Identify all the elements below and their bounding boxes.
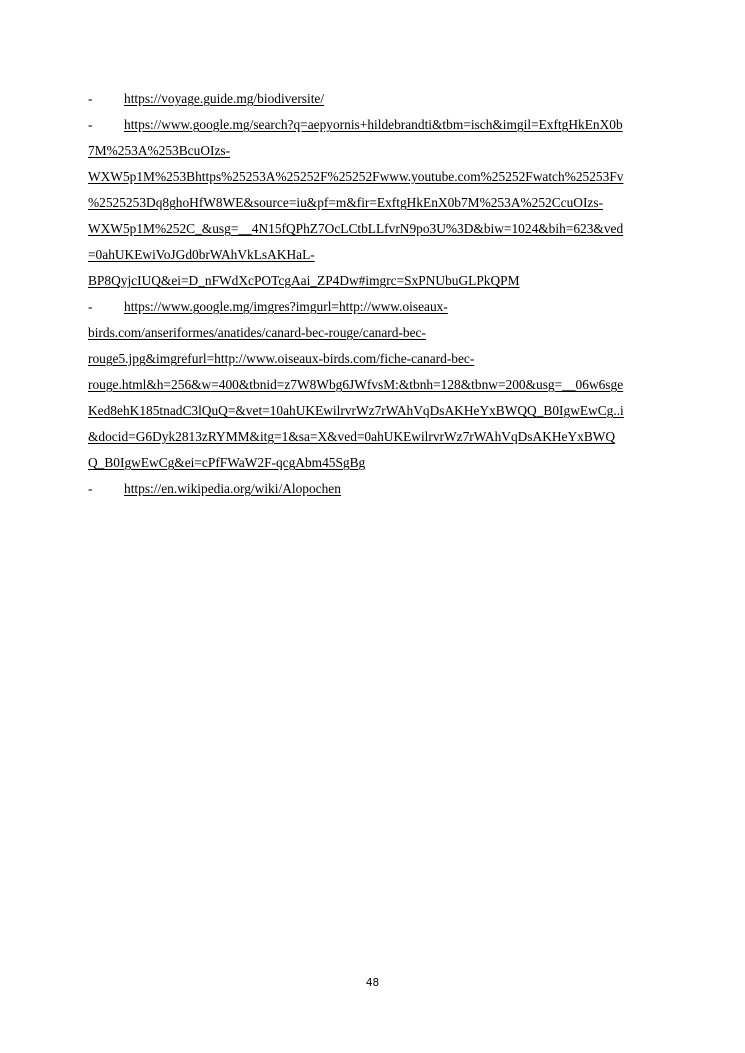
reference-link[interactable]: https://voyage.guide.mg/biodiversite/ [124, 91, 325, 106]
reference-line [88, 320, 694, 346]
reference-list [88, 86, 694, 502]
reference-link-continuation[interactable]: WXW5p1M%252C_&usg=__4N15fQPhZ7OcLCtbLLfvrN9po3U%3D&biw=1024&bih=623&ved [88, 221, 624, 236]
reference-item-2 [88, 112, 694, 294]
reference-link-continuation[interactable]: Ked8ehK185tnadC3lQuQ=&vet=10ahUKEwilrvrWz7rWAhVqDsAKHeYxBWQQ_B0IgwEwCg..i [88, 403, 624, 418]
reference-line [88, 294, 694, 320]
reference-line [88, 450, 694, 476]
reference-link[interactable]: https://www.google.mg/imgres?imgurl=http://www.oiseaux- [124, 299, 448, 314]
reference-link-continuation[interactable]: rouge.html&h=256&w=400&tbnid=z7W8Wbg6JWfvsM:&tbnh=128&tbnw=200&usg=__06w6sge [88, 377, 624, 392]
list-bullet: - [88, 91, 93, 106]
reference-link-continuation[interactable]: birds.com/anseriformes/anatides/canard-bec-rouge/canard-bec- [88, 325, 426, 340]
reference-link-continuation[interactable]: rouge5.jpg&imgrefurl=http://www.oiseaux-birds.com/fiche-canard-bec- [88, 351, 475, 366]
page-number: 48 [365, 977, 380, 989]
list-bullet: - [88, 481, 93, 496]
reference-item-4 [88, 476, 694, 502]
reference-line [88, 398, 694, 424]
reference-line [88, 346, 694, 372]
reference-link[interactable]: https://www.google.mg/search?q=aepyornis+hildebrandti&tbm=isch&imgil=ExftgHkEnX0b [124, 117, 623, 132]
list-bullet: - [88, 117, 93, 132]
reference-link-continuation[interactable]: BP8QyjcIUQ&ei=D_nFWdXcPOTcgAai_ZP4Dw#imgrc=SxPNUbuGLPkQPM [88, 273, 520, 288]
reference-line [88, 190, 694, 216]
reference-link-continuation[interactable]: 7M%253A%253BcuOIzs- [88, 143, 231, 158]
reference-line [88, 424, 694, 450]
reference-line [88, 216, 694, 242]
reference-line [88, 138, 694, 164]
reference-link-continuation[interactable]: &docid=G6Dyk2813zRYMM&itg=1&sa=X&ved=0ahUKEwilrvrWz7rWAhVqDsAKHeYxBWQ [88, 429, 616, 444]
reference-line [88, 112, 694, 138]
reference-link-continuation[interactable]: Q_B0IgwEwCg&ei=cPfFWaW2F-qcgAbm45SgBg [88, 455, 366, 470]
reference-line [88, 268, 694, 294]
reference-line [88, 476, 694, 502]
list-bullet: - [88, 299, 93, 314]
reference-link[interactable]: https://en.wikipedia.org/wiki/Alopochen [124, 481, 341, 496]
reference-line [88, 242, 694, 268]
reference-line [88, 372, 694, 398]
reference-item-3 [88, 294, 694, 476]
reference-link-continuation[interactable]: %2525253Dq8ghoHfW8WE&source=iu&pf=m&fir=ExftgHkEnX0b7M%253A%252CcuOIzs- [88, 195, 604, 210]
reference-item-1 [88, 86, 694, 112]
reference-link-continuation[interactable]: WXW5p1M%253Bhttps%25253A%25252F%25252Fwww.youtube.com%25252Fwatch%25253Fv [88, 169, 624, 184]
reference-line [88, 86, 694, 112]
reference-link-continuation[interactable]: =0ahUKEwiVoJGd0brWAhVkLsAKHaL- [88, 247, 315, 262]
reference-line [88, 164, 694, 190]
